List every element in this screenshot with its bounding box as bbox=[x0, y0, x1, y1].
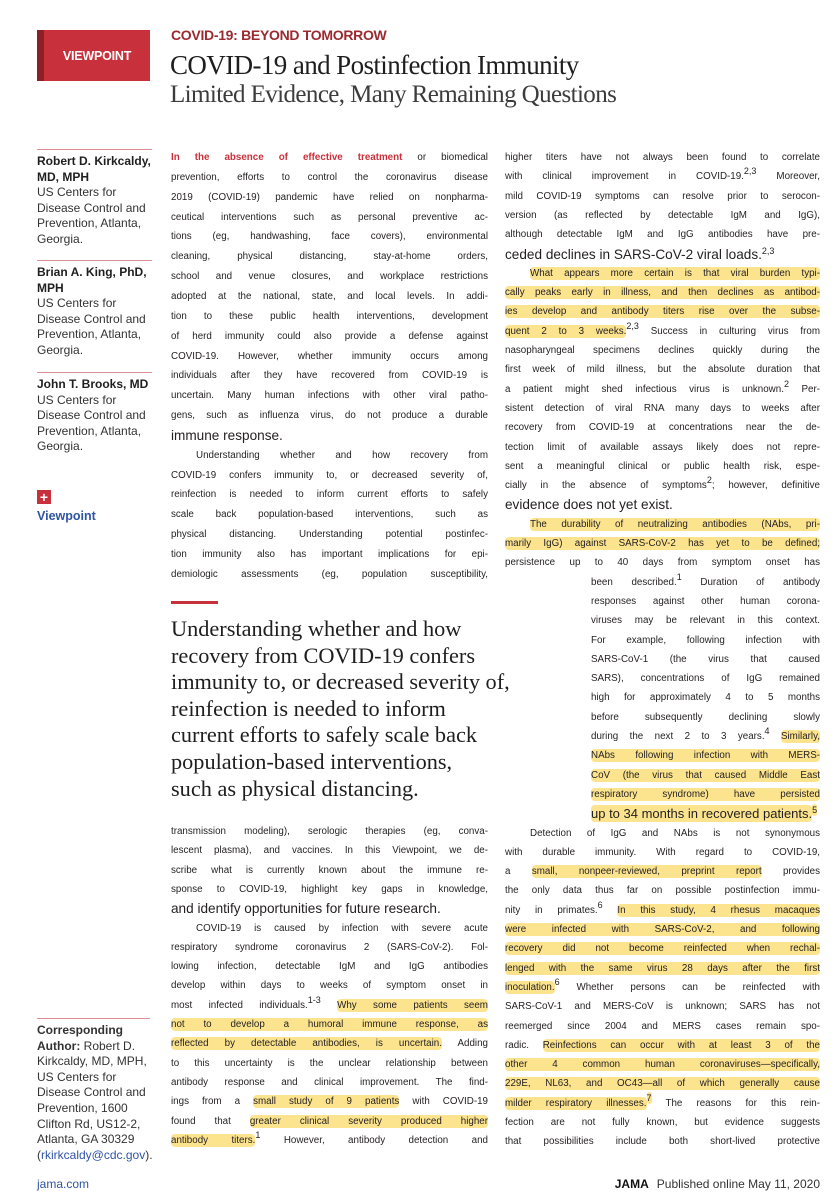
highlighted-text: lenged with the same virus 28 days after the first bbox=[505, 962, 820, 974]
divider bbox=[37, 372, 152, 373]
text-run: reinfection is needed to inform current efforts to safely bbox=[171, 489, 488, 501]
pull-quote-line: recovery from COVID-19 confers bbox=[171, 642, 475, 668]
text-line bbox=[171, 1073, 488, 1093]
text-line bbox=[530, 264, 820, 284]
text-run: 2019 (COVID-19) pandemic have relied on nonpharma- bbox=[171, 191, 488, 203]
text-run: ceded declines in SARS-CoV-2 viral loads. bbox=[505, 246, 762, 262]
text-run: fection are not fully known, but evidence suggests bbox=[505, 1117, 820, 1128]
text-run: respiratory syndrome coronavirus 2 (SARS-CoV-2). Fol- bbox=[171, 941, 488, 953]
highlighted-text: The durability of neutralizing antibodies (NAbs, pri- bbox=[530, 518, 820, 530]
pull-quote-line: such as physical distancing. bbox=[171, 775, 419, 801]
text-run: that possibilities include both short-lived protective bbox=[505, 1136, 820, 1148]
text-line bbox=[171, 426, 488, 446]
text-line bbox=[505, 283, 820, 303]
text-run: tection limit of available assays likely does not repre- bbox=[505, 441, 820, 453]
text-run: uncertain. Many human infections with other viral patho- bbox=[171, 390, 488, 402]
text-line bbox=[591, 669, 820, 689]
text-run: nasopharyngeal specimens declines quickly during the bbox=[505, 345, 820, 356]
text-line bbox=[591, 688, 820, 708]
text-line bbox=[171, 880, 488, 900]
highlighted-text: CoV (the virus that caused Middle East bbox=[591, 769, 820, 781]
badge-label: VIEWPOINT bbox=[62, 48, 132, 63]
highlighted-text: up to 34 months in recovered patients. bbox=[591, 806, 813, 822]
publication-date: Published online May 11, 2020 bbox=[656, 1177, 820, 1191]
footer-publication bbox=[615, 1177, 820, 1191]
email-link[interactable]: rkirkcaldy@cdc.gov bbox=[41, 1147, 146, 1162]
text-run: school and venue closures, and workplace restrictions bbox=[171, 271, 488, 283]
highlighted-text: respiratory syndrome) have persisted bbox=[591, 788, 820, 800]
author-name: Brian A. King, PhD, MPH bbox=[37, 265, 147, 295]
text-run: with durable immunity. With regard to COVID-19, bbox=[505, 846, 820, 858]
text-line bbox=[505, 399, 820, 419]
highlighted-text: In this study, 4 rhesus macaques bbox=[617, 904, 820, 916]
text-line bbox=[171, 287, 488, 307]
text-line bbox=[171, 1112, 488, 1132]
text-run: SARS-CoV-1 and MERS-CoV is unknown; SARS has not bbox=[505, 1001, 820, 1013]
citation-superscript: 6 bbox=[597, 899, 603, 910]
pull-quote-line: current efforts to safely scale back bbox=[171, 722, 478, 748]
author-name: John T. Brooks, MD bbox=[37, 377, 149, 391]
text-run: evidence does not yet exist. bbox=[505, 497, 673, 513]
text-run: provides bbox=[761, 866, 820, 878]
text-line bbox=[171, 1054, 488, 1074]
text-run: Detection of IgG and NAbs is not synonymous bbox=[530, 827, 820, 839]
text-line bbox=[505, 245, 820, 265]
text-line bbox=[505, 997, 820, 1017]
text-line bbox=[196, 919, 488, 939]
article-subtitle: Limited Evidence, Many Remaining Questions bbox=[170, 81, 617, 108]
text-run: Adding bbox=[441, 1038, 489, 1050]
text-run: radic. bbox=[505, 1039, 543, 1051]
text-line bbox=[171, 505, 488, 525]
text-run: mild COVID-19 symptoms can resolve prior to serocon- bbox=[505, 190, 820, 202]
text-line bbox=[171, 1034, 488, 1054]
highlighted-text: antibody titers. bbox=[171, 1134, 256, 1146]
text-run: lescent plasma), and vaccines. In this Viewpoint, we de- bbox=[171, 845, 488, 857]
text-run: most infected individuals. bbox=[171, 999, 308, 1011]
text-line bbox=[171, 861, 488, 881]
citation-superscript: 2,3 bbox=[761, 245, 775, 256]
corresponding-author bbox=[37, 1018, 157, 1163]
text-run: However, antibody detection and bbox=[260, 1134, 489, 1146]
pull-quote bbox=[171, 616, 510, 802]
citation-superscript: 6 bbox=[554, 976, 560, 987]
text-line bbox=[171, 841, 488, 861]
text-line bbox=[171, 938, 488, 958]
text-line bbox=[171, 168, 488, 188]
text-line bbox=[171, 976, 488, 996]
text-line bbox=[196, 446, 488, 466]
text-line bbox=[171, 525, 488, 545]
citation-superscript: 1 bbox=[676, 571, 682, 582]
text-line bbox=[505, 438, 820, 458]
text-line bbox=[591, 727, 820, 747]
author-affiliation: US Centers for Disease Control and Prevention, Atlanta, Georgia. bbox=[37, 392, 146, 454]
corresponding-label: Corresponding Author: bbox=[37, 1023, 123, 1053]
text-line bbox=[505, 418, 820, 438]
text-line bbox=[505, 341, 820, 361]
text-line bbox=[171, 1015, 488, 1035]
text-line bbox=[505, 187, 820, 207]
text-line bbox=[591, 766, 820, 786]
author-affiliation: US Centers for Disease Control and Prevention, Atlanta, Georgia. bbox=[37, 185, 146, 246]
text-line bbox=[505, 167, 820, 187]
highlighted-text: other 4 common human coronaviruses—specifically, bbox=[505, 1059, 820, 1071]
text-line bbox=[505, 881, 820, 901]
text-run: cially in the absence of symptoms bbox=[505, 480, 707, 492]
text-line bbox=[505, 302, 820, 322]
highlighted-text: Why some patients seem bbox=[337, 999, 488, 1011]
highlighted-text: milder respiratory illnesses. bbox=[505, 1097, 647, 1109]
text-run bbox=[770, 731, 781, 742]
text-line bbox=[505, 1113, 820, 1133]
citation-superscript: 4 bbox=[764, 726, 770, 736]
text-run: antibody response and clinical improvement. The find- bbox=[171, 1076, 488, 1088]
text-line bbox=[505, 225, 820, 245]
text-run: COVID-19 confers immunity to, or decreased severity of, bbox=[171, 469, 488, 481]
text-run: Whether persons can be reinfected with bbox=[559, 981, 820, 993]
citation-superscript: 2,3 bbox=[743, 166, 757, 177]
text-line bbox=[171, 347, 488, 367]
text-run: COVID-19. However, whether immunity occurs among bbox=[171, 350, 488, 362]
text-line bbox=[171, 208, 488, 228]
text-run: For example, following infection with bbox=[591, 634, 820, 646]
text-line bbox=[591, 804, 820, 824]
pull-quote-rule bbox=[171, 601, 218, 604]
text-run: or biomedical bbox=[402, 152, 488, 163]
citation-superscript: 1 bbox=[255, 1129, 261, 1140]
journal-name: JAMA bbox=[614, 1177, 649, 1191]
text-line bbox=[171, 406, 488, 426]
text-run: scale back population-based interventions, such as bbox=[171, 509, 488, 521]
text-run: cleaning, physical distancing, stay-at-home orders, bbox=[171, 251, 488, 263]
text-line bbox=[591, 631, 820, 651]
text-run: viruses may be relevant in this context. bbox=[591, 615, 820, 627]
citation-superscript: 2,3 bbox=[626, 320, 639, 331]
text-run: ; however, definitive bbox=[711, 480, 821, 492]
text-run: the only data thus far on possible postinfection immu- bbox=[505, 885, 820, 897]
highlighted-text: marily IgG) against SARS-CoV-2 has yet to be defined; bbox=[505, 538, 820, 549]
pull-quote-line: immunity to, or decreased severity of, bbox=[171, 669, 510, 695]
text-line bbox=[171, 1092, 488, 1112]
text-run: and identify opportunities for future research. bbox=[171, 901, 441, 917]
text-run: demiologic assessments (eg, population susceptibility, bbox=[171, 568, 488, 580]
text-run: sistent detection of viral RNA many days to weeks after bbox=[505, 402, 820, 414]
text-line bbox=[591, 746, 820, 766]
text-line bbox=[171, 148, 488, 168]
text-run: recovery from COVID-19 at concentrations near the de- bbox=[505, 422, 820, 434]
text-line bbox=[505, 920, 820, 940]
highlighted-text: reflected by detectable antibodies, is uncertain. bbox=[171, 1038, 442, 1050]
text-run: version (as reflected by detectable IgM and IgG), bbox=[505, 209, 820, 221]
section-category: COVID-19: BEYOND TOMORROW bbox=[171, 27, 387, 43]
text-line bbox=[591, 592, 820, 612]
text-line bbox=[505, 1036, 820, 1056]
text-run: The reasons for this rein- bbox=[651, 1097, 820, 1109]
text-run: ings from a bbox=[171, 1096, 254, 1108]
text-line bbox=[171, 188, 488, 208]
plus-icon[interactable]: + bbox=[37, 490, 51, 504]
site-link[interactable]: jama.com bbox=[37, 1177, 90, 1191]
text-line bbox=[505, 148, 820, 168]
highlighted-text: Similarly, bbox=[780, 731, 820, 742]
highlighted-text: inoculation. bbox=[505, 981, 555, 993]
highlighted-text: cally peaks early in illness, and then declines as antibod- bbox=[505, 287, 820, 299]
text-line bbox=[505, 495, 820, 515]
text-run: develop within days to weeks of symptom onset in bbox=[171, 980, 488, 992]
highlighted-text: greater clinical severity produced higher bbox=[249, 1115, 488, 1127]
text-line bbox=[591, 708, 820, 728]
text-line bbox=[505, 978, 820, 998]
text-line bbox=[505, 322, 820, 342]
text-run: during the next 2 to 3 years. bbox=[591, 731, 765, 742]
highlighted-text: not to develop a humoral immune response, as bbox=[171, 1019, 488, 1030]
text-line bbox=[505, 1055, 820, 1075]
text-line bbox=[505, 553, 820, 573]
text-run: tion to these public health interventions, development bbox=[171, 310, 488, 322]
text-line bbox=[505, 862, 820, 882]
text-line bbox=[171, 366, 488, 386]
text-run: Success in culturing virus from bbox=[638, 325, 820, 337]
text-run: high for approximately 4 to 5 months bbox=[591, 692, 820, 704]
text-run: tion immunity also has important implications for epi- bbox=[171, 549, 488, 560]
text-line bbox=[171, 307, 488, 327]
text-run: a bbox=[505, 866, 532, 878]
divider bbox=[37, 260, 152, 261]
text-line bbox=[505, 959, 820, 979]
viewpoint-badge bbox=[37, 30, 150, 81]
text-run: ceutical interventions such as personal preventive ac- bbox=[171, 211, 488, 223]
text-run: nity in primates. bbox=[505, 904, 598, 916]
text-run: physical distancing. Understanding potential postinfec- bbox=[171, 529, 488, 541]
text-line bbox=[505, 380, 820, 400]
citation-superscript: 1-3 bbox=[307, 994, 321, 1005]
text-line bbox=[505, 206, 820, 226]
text-line bbox=[505, 457, 820, 477]
text-run: gens, such as influenza virus, do not produce a durable bbox=[171, 410, 488, 422]
text-line bbox=[171, 247, 488, 267]
text-run: adopted at the national, state, and local levels. In addi- bbox=[171, 290, 488, 302]
text-line bbox=[591, 573, 820, 593]
text-line bbox=[171, 565, 488, 585]
text-run: been described. bbox=[591, 576, 677, 588]
highlighted-text: were infected with SARS-CoV-2, and following bbox=[505, 924, 820, 935]
citation-superscript: 2 bbox=[706, 475, 712, 486]
author-affiliation: US Centers for Disease Control and Prevention, Atlanta, Georgia. bbox=[37, 296, 146, 357]
author-block bbox=[37, 149, 152, 248]
text-line bbox=[171, 1131, 488, 1151]
text-run: scribe what is currently known about the immune re- bbox=[171, 864, 488, 876]
highlighted-text: 229E, NL63, and OC43—all of which generally cause bbox=[505, 1078, 820, 1090]
text-line bbox=[591, 611, 820, 631]
divider bbox=[37, 149, 152, 150]
text-line bbox=[591, 650, 820, 670]
text-line bbox=[171, 327, 488, 347]
text-line bbox=[505, 1017, 820, 1037]
text-run: with COVID-19 bbox=[399, 1096, 488, 1108]
highlighted-text: recovery did not become reinfected when rechal- bbox=[505, 943, 820, 955]
text-run: transmission modeling), serologic therapies (eg, conva- bbox=[171, 826, 488, 837]
divider bbox=[37, 1018, 150, 1019]
text-line bbox=[591, 785, 820, 805]
text-run: sponse to COVID-19, highlight key gaps in knowledge, bbox=[171, 883, 488, 895]
text-run: lowing infection, detectable IgM and IgG antibodies bbox=[171, 961, 488, 973]
text-line bbox=[505, 476, 820, 496]
citation-superscript: 5 bbox=[812, 805, 818, 816]
pull-quote-line: Understanding whether and how bbox=[171, 616, 462, 641]
text-run: SARS-CoV-1 (the virus that caused bbox=[591, 653, 820, 665]
text-run: to this uncertainty is the unclear relationship between bbox=[171, 1057, 488, 1069]
text-line bbox=[171, 466, 488, 486]
text-run: tions (eg, handwashing, face covers), environmental bbox=[171, 231, 488, 243]
text-run: Moreover, bbox=[756, 171, 820, 183]
text-run: reemerged since 2004 and MERS cases remain spo- bbox=[505, 1020, 820, 1032]
text-run: found that bbox=[171, 1115, 250, 1127]
author-block bbox=[37, 372, 152, 455]
text-run: before subsequently declining slowly bbox=[591, 711, 820, 723]
related-viewpoint-link[interactable]: Viewpoint bbox=[37, 509, 96, 523]
highlighted-text: ies develop and antibody titers rise over the subse- bbox=[505, 306, 820, 318]
text-line bbox=[530, 824, 820, 844]
author-name: Robert D. Kirkcaldy, MD, MPH bbox=[37, 154, 151, 184]
text-run bbox=[603, 905, 618, 916]
text-run: Duration of antibody bbox=[681, 576, 821, 588]
highlighted-text: small study of 9 patients bbox=[253, 1096, 400, 1108]
text-run: prevention, efforts to control the coronavirus disease bbox=[171, 171, 488, 183]
text-run: of herd immunity could also provide a defense against bbox=[171, 330, 488, 342]
highlighted-text: quent 2 to 3 weeks. bbox=[505, 325, 627, 337]
text-run: a patient might shed infectious virus is unknown. bbox=[505, 383, 784, 395]
citation-superscript: 2 bbox=[783, 378, 789, 389]
text-run: persistence up to 40 days from symptom onset has bbox=[505, 557, 820, 569]
highlighted-text: Reinfections can occur with at least 3 of the bbox=[542, 1039, 820, 1051]
text-run: although detectable IgM and IgG antibodies have pre- bbox=[505, 229, 820, 241]
text-run: responses against other human corona- bbox=[591, 595, 820, 607]
text-line bbox=[171, 822, 488, 842]
text-line bbox=[171, 267, 488, 287]
text-line bbox=[505, 901, 820, 921]
pull-quote-line: reinfection is needed to inform bbox=[171, 695, 446, 721]
corresponding-text: Robert D. Kirkcaldy, MD, MPH, US Centers for Disease Control and Prevention, 1600 Clifton Rd, US12-2, Atlanta, GA 30329 ( bbox=[37, 1038, 147, 1162]
text-run: with clinical improvement in COVID-19. bbox=[505, 171, 744, 183]
pull-quote-line: population-based interventions, bbox=[171, 748, 453, 774]
citation-superscript: 7 bbox=[646, 1092, 652, 1103]
text-run: Per- bbox=[788, 383, 821, 395]
text-line bbox=[505, 1094, 820, 1114]
text-run: SARS), concentrations of IgG remained bbox=[591, 673, 820, 685]
text-line bbox=[505, 1132, 820, 1152]
text-line bbox=[505, 1074, 820, 1094]
text-run: sent a meaningful clinical or public health risk, espe- bbox=[505, 460, 820, 472]
lead-in-text: In the absence of effective treatment bbox=[171, 152, 403, 163]
text-line bbox=[505, 939, 820, 959]
text-line bbox=[505, 843, 820, 863]
highlighted-text: small, nonpeer-reviewed, preprint report bbox=[531, 866, 762, 878]
article-title: COVID-19 and Postinfection Immunity bbox=[170, 50, 579, 80]
text-line bbox=[171, 545, 488, 565]
text-run: Understanding whether and how recovery from bbox=[196, 449, 488, 461]
text-line bbox=[171, 996, 488, 1016]
text-run: COVID-19 is caused by infection with severe acute bbox=[196, 922, 488, 934]
corresponding-close: ). bbox=[145, 1147, 153, 1162]
text-line bbox=[171, 227, 488, 247]
text-run: higher titers have not always been found to correlate bbox=[505, 152, 820, 163]
text-line bbox=[171, 957, 488, 977]
text-line bbox=[505, 534, 820, 554]
text-line bbox=[171, 899, 488, 919]
text-line bbox=[171, 386, 488, 406]
highlighted-text: NAbs following infection with MERS- bbox=[591, 750, 820, 762]
author-block bbox=[37, 260, 152, 359]
text-run: first week of mild illness, but the absolute duration that bbox=[505, 364, 820, 376]
text-run bbox=[321, 1000, 337, 1011]
text-line bbox=[505, 360, 820, 380]
text-line bbox=[530, 515, 820, 535]
text-line bbox=[171, 485, 488, 505]
highlighted-text: What appears more certain is that viral burden typi- bbox=[530, 267, 820, 279]
text-run: immune response. bbox=[171, 427, 283, 443]
text-run: individuals after they have recovered from COVID-19 is bbox=[171, 370, 488, 382]
